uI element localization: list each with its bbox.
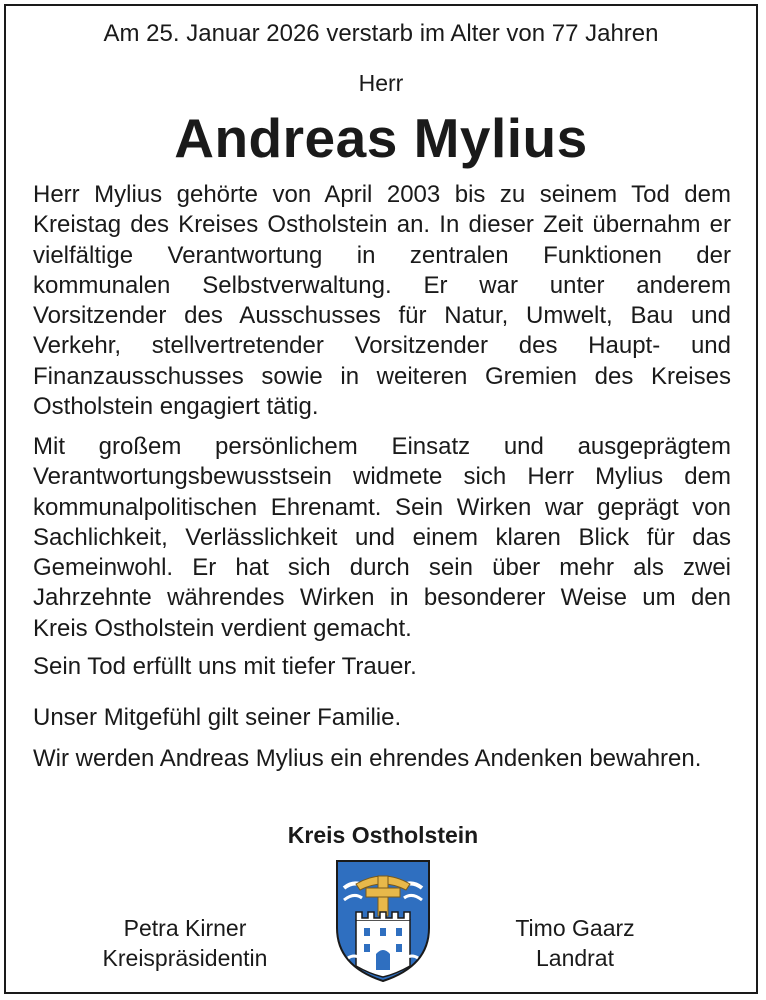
- paragraph-career: Herr Mylius gehörte von April 2003 bis zu seinem Tod dem Kreistag des Kreises Ostholstein an. In dieser Zeit übernahm er vielfältige Verantwortung in zentralen Funktionen der kommunalen Selbstverwaltung. Er war unter anderem Vorsitzender des Ausschusses für Natur, Umwelt, Bau und Verkehr, stellvertretender Vorsitzender des Haupt- und Finanzausschusses sowie in weiteren Gremien des Kreises Ostholstein engagiert tätig.: [33, 181, 731, 421]
- signatory-right: [450, 913, 700, 973]
- salutation: Herr: [358, 70, 404, 96]
- intro-line: Am 25. Januar 2026 verstarb im Alter von 77 Jahren: [103, 20, 659, 47]
- deceased-name: Andreas Mylius: [174, 107, 588, 169]
- signatory-right-title: Landrat: [535, 945, 614, 971]
- paragraph-condolence: Unser Mitgefühl gilt seiner Familie.: [33, 704, 402, 731]
- paragraph-grief: Sein Tod erfüllt uns mit tiefer Trauer.: [33, 653, 417, 680]
- signatory-right-name: Timo Gaarz: [515, 915, 635, 941]
- organization-name: Kreis Ostholstein: [287, 822, 479, 848]
- signatory-left: [60, 913, 310, 973]
- paragraph-merits: Mit großem persönlichem Einsatz und ausgeprägtem Verantwortungsbewusstsein widmete sich Herr Mylius dem kommunalpolitischen Ehrenamt. Sein Wirken war geprägt von Sachlichkeit, Verlässlichkeit und einem klaren Blick für das Gemeinwohl. Er hat sich durch sein über mehr als zwei Jahrzehnte währendes Wirken in besonderer Weise um den Kreis Ostholstein verdient gemacht.: [33, 433, 731, 642]
- signatory-left-title: Kreispräsidentin: [102, 945, 268, 971]
- coat-of-arms-icon: [334, 858, 432, 984]
- paragraph-remembrance: Wir werden Andreas Mylius ein ehrendes Andenken bewahren.: [33, 745, 702, 772]
- signatory-left-name: Petra Kirner: [123, 915, 247, 941]
